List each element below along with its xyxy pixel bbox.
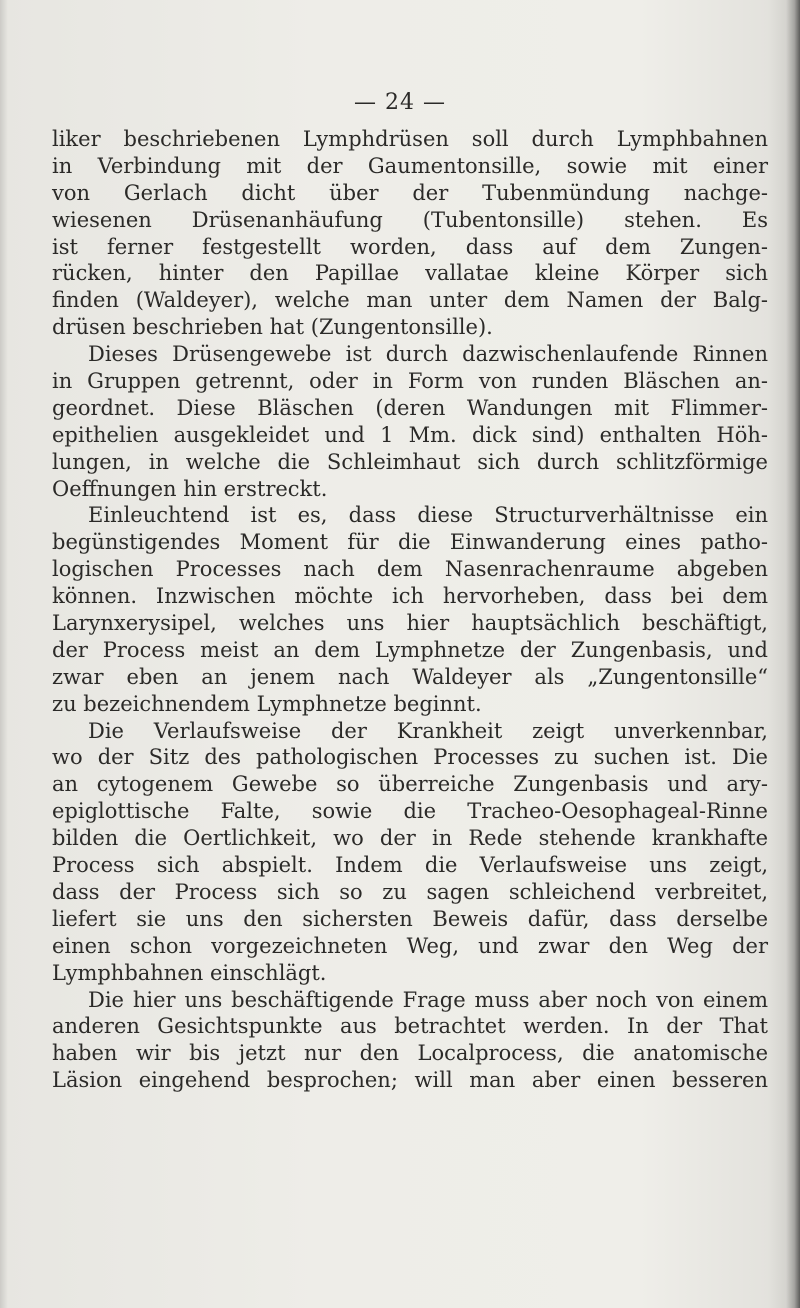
text-line: liefert sie uns den sichersten Beweis dafür, dass derselbe	[52, 906, 768, 931]
text-line: in Gruppen getrennt, oder in Form von runden Bläschen an-	[52, 369, 768, 394]
text-line: drüsen beschrieben hat (Zungentonsille).	[52, 315, 493, 340]
text-line: epithelien ausgekleidet und 1 Mm. dick sind) enthalten Höh-	[52, 422, 768, 447]
text-line: wo der Sitz des pathologischen Processes zu suchen ist. Die	[52, 745, 768, 770]
text-line: logischen Processes nach dem Nasenrachenraume abgeben	[52, 557, 768, 582]
text-line: epiglottische Falte, sowie die Tracheo-Oesophageal-Rinne	[52, 799, 768, 824]
text-line: der Process meist an dem Lymphnetze der Zungenbasis, und	[52, 637, 768, 662]
text-line: lungen, in welche die Schleimhaut sich durch schlitzförmige	[52, 449, 768, 474]
text-line: liker beschriebenen Lymphdrüsen soll durch Lymphbahnen	[52, 127, 768, 151]
text-line: zwar eben an jenem nach Waldeyer als „Zungentonsille“	[52, 664, 768, 689]
page-left-edge	[0, 0, 8, 1308]
text-line: Läsion eingehend besprochen; will man aber einen besseren	[52, 1068, 768, 1093]
text-line: rücken, hinter den Papillae vallatae kleine Körper sich	[52, 261, 768, 286]
text-line: Oeffnungen hin erstreckt.	[52, 476, 328, 501]
text-line: anderen Gesichtspunkte aus betrachtet werden. In der That	[52, 1014, 768, 1039]
text-line: Dieses Drüsengewebe ist durch dazwischenlaufende Rinnen	[88, 342, 768, 367]
text-line: haben wir bis jetzt nur den Localprocess, die anatomische	[52, 1041, 768, 1066]
text-line: geordnet. Diese Bläschen (deren Wandungen mit Flimmer-	[52, 395, 768, 420]
text-line: wiesenen Drüsenanhäufung (Tubentonsille) stehen. Es	[52, 207, 768, 232]
page-number: — 24 —	[354, 90, 446, 115]
text-line: begünstigendes Moment für die Einwanderung eines patho-	[52, 530, 768, 555]
text-line: Die hier uns beschäftigende Frage muss aber noch von einem	[88, 987, 768, 1012]
text-line: Process sich abspielt. Indem die Verlaufsweise uns zeigt,	[52, 853, 768, 878]
text-line: in Verbindung mit der Gaumentonsille, sowie mit einer	[52, 153, 768, 178]
text-line: von Gerlach dicht über der Tubenmündung nachge-	[52, 180, 768, 205]
text-line: zu bezeichnendem Lymphnetze beginnt.	[52, 691, 482, 716]
text-line: Larynxerysipel, welches uns hier hauptsächlich beschäftigt,	[52, 611, 768, 636]
text-line: an cytogenem Gewebe so überreiche Zungenbasis und ary-	[52, 772, 768, 797]
text-line: einen schon vorgezeichneten Weg, und zwar den Weg der	[52, 933, 768, 958]
text-line: bilden die Oertlichkeit, wo der in Rede stehende krankhafte	[52, 826, 768, 851]
text-line: Lymphbahnen einschlägt.	[52, 960, 327, 985]
text-line: können. Inzwischen möchte ich hervorheben, dass bei dem	[52, 584, 768, 609]
text-line: ist ferner festgestellt worden, dass auf dem Zungen-	[52, 234, 768, 259]
body-text	[52, 126, 768, 1094]
page-spine-shadow	[786, 0, 800, 1308]
text-line: dass der Process sich so zu sagen schleichend verbreitet,	[52, 879, 768, 904]
text-line: finden (Waldeyer), welche man unter dem Namen der Balg-	[52, 288, 768, 313]
text-line: Einleuchtend ist es, dass diese Structurverhältnisse ein	[88, 503, 768, 528]
text-line: Die Verlaufsweise der Krankheit zeigt unverkennbar,	[88, 718, 768, 743]
